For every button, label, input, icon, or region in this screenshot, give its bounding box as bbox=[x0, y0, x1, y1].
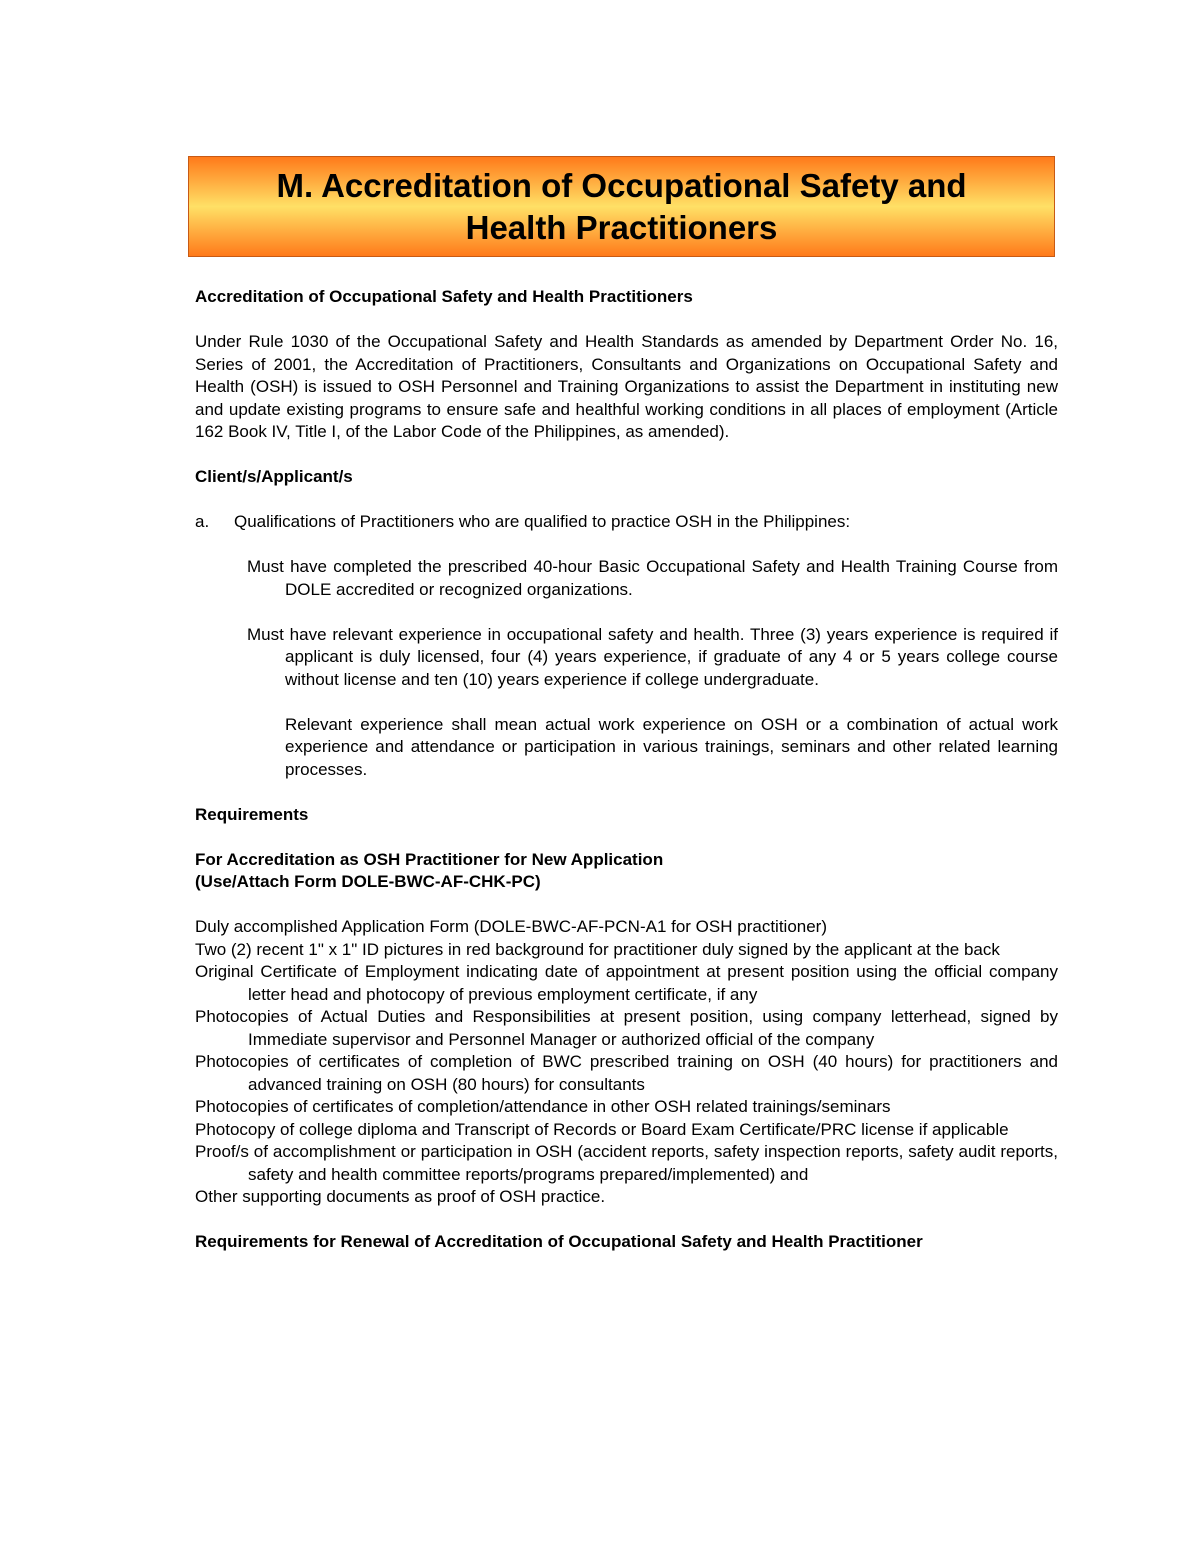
banner-title-line-2: Health Practitioners bbox=[465, 208, 778, 246]
list-item: Duly accomplished Application Form (DOLE-BWC-AF-PCN-A1 for OSH practitioner) bbox=[195, 917, 828, 936]
banner-title-line-1: M. Accreditation of Occupational Safety and bbox=[276, 166, 967, 204]
new-application-form-reference: (Use/Attach Form DOLE-BWC-AF-CHK-PC) bbox=[195, 872, 541, 891]
list-item: Photocopies of Actual Duties and Responsibilities at present position, using company letterhead, signed by Immediate supervisor and Personnel Manager or authorized official of the company bbox=[195, 1007, 1058, 1049]
relevant-experience-note: Relevant experience shall mean actual work experience on OSH or a combination of actual work experience and attendance or participation in various trainings, seminars and other related learning processes. bbox=[285, 714, 1058, 779]
new-application-requirements-list bbox=[195, 916, 1058, 1209]
new-application-heading: For Accreditation as OSH Practitioner for New Application bbox=[195, 849, 664, 869]
list-marker: a. bbox=[195, 512, 210, 531]
list-item: Photocopies of certificates of completion of BWC prescribed training on OSH (40 hours) for practitioners and advanced training on OSH (80 hours) for consultants bbox=[195, 1052, 1058, 1094]
list-item: Two (2) recent 1" x 1" ID pictures in red background for practitioner duly signed by the applicant at the back bbox=[195, 939, 1000, 959]
qualification-requirement: Must have relevant experience in occupational safety and health. Three (3) years experience is required if applicant is duly licensed, four (4) years experience, if graduate of any 4 or 5 years college course without license and ten (10) years experience if college undergraduate. bbox=[247, 624, 1058, 689]
section-banner bbox=[188, 156, 1055, 257]
qualifications-text: Qualifications of Practitioners who are qualified to practice OSH in the Philippines: bbox=[234, 512, 851, 531]
list-item: Proof/s of accomplishment or participation in OSH (accident reports, safety inspection reports, safety audit reports, safety and health committee reports/programs prepared/implemented) and bbox=[195, 1142, 1058, 1184]
list-item: Photocopies of certificates of completion/attendance in other OSH related trainings/seminars bbox=[195, 1097, 891, 1116]
qualification-requirement: Must have completed the prescribed 40-hour Basic Occupational Safety and Health Training Course from DOLE accredited or recognized organizations. bbox=[247, 557, 1058, 599]
document-body bbox=[195, 286, 1058, 1254]
renewal-heading: Requirements for Renewal of Accreditation of Occupational Safety and Health Practitioner bbox=[195, 1232, 923, 1251]
qualifications-item bbox=[195, 511, 1058, 534]
list-item: Original Certificate of Employment indicating date of appointment at present position using the official company letter head and photocopy of previous employment certificate, if any bbox=[195, 962, 1058, 1004]
requirements-heading: Requirements bbox=[195, 804, 309, 824]
list-item: Photocopy of college diploma and Transcript of Records or Board Exam Certificate/PRC license if applicable bbox=[195, 1119, 1009, 1139]
clients-heading: Client/s/Applicant/s bbox=[195, 467, 353, 486]
list-item: Other supporting documents as proof of OSH practice. bbox=[195, 1187, 606, 1206]
section-title: Accreditation of Occupational Safety and Health Practitioners bbox=[195, 287, 693, 306]
intro-paragraph: Under Rule 1030 of the Occupational Safety and Health Standards as amended by Department Order No. 16, Series of 2001, the Accreditation of Practitioners, Consultants and Organizations on Occupational Safety and Health (OSH) is issued to OSH Personnel and Training Organizations to assist the Department in instituting new and update existing programs to ensure safe and healthful working conditions in all places of employment (Article 162 Book IV, Title I, of the Labor Code of the Philippines, as amended). bbox=[195, 332, 1058, 441]
